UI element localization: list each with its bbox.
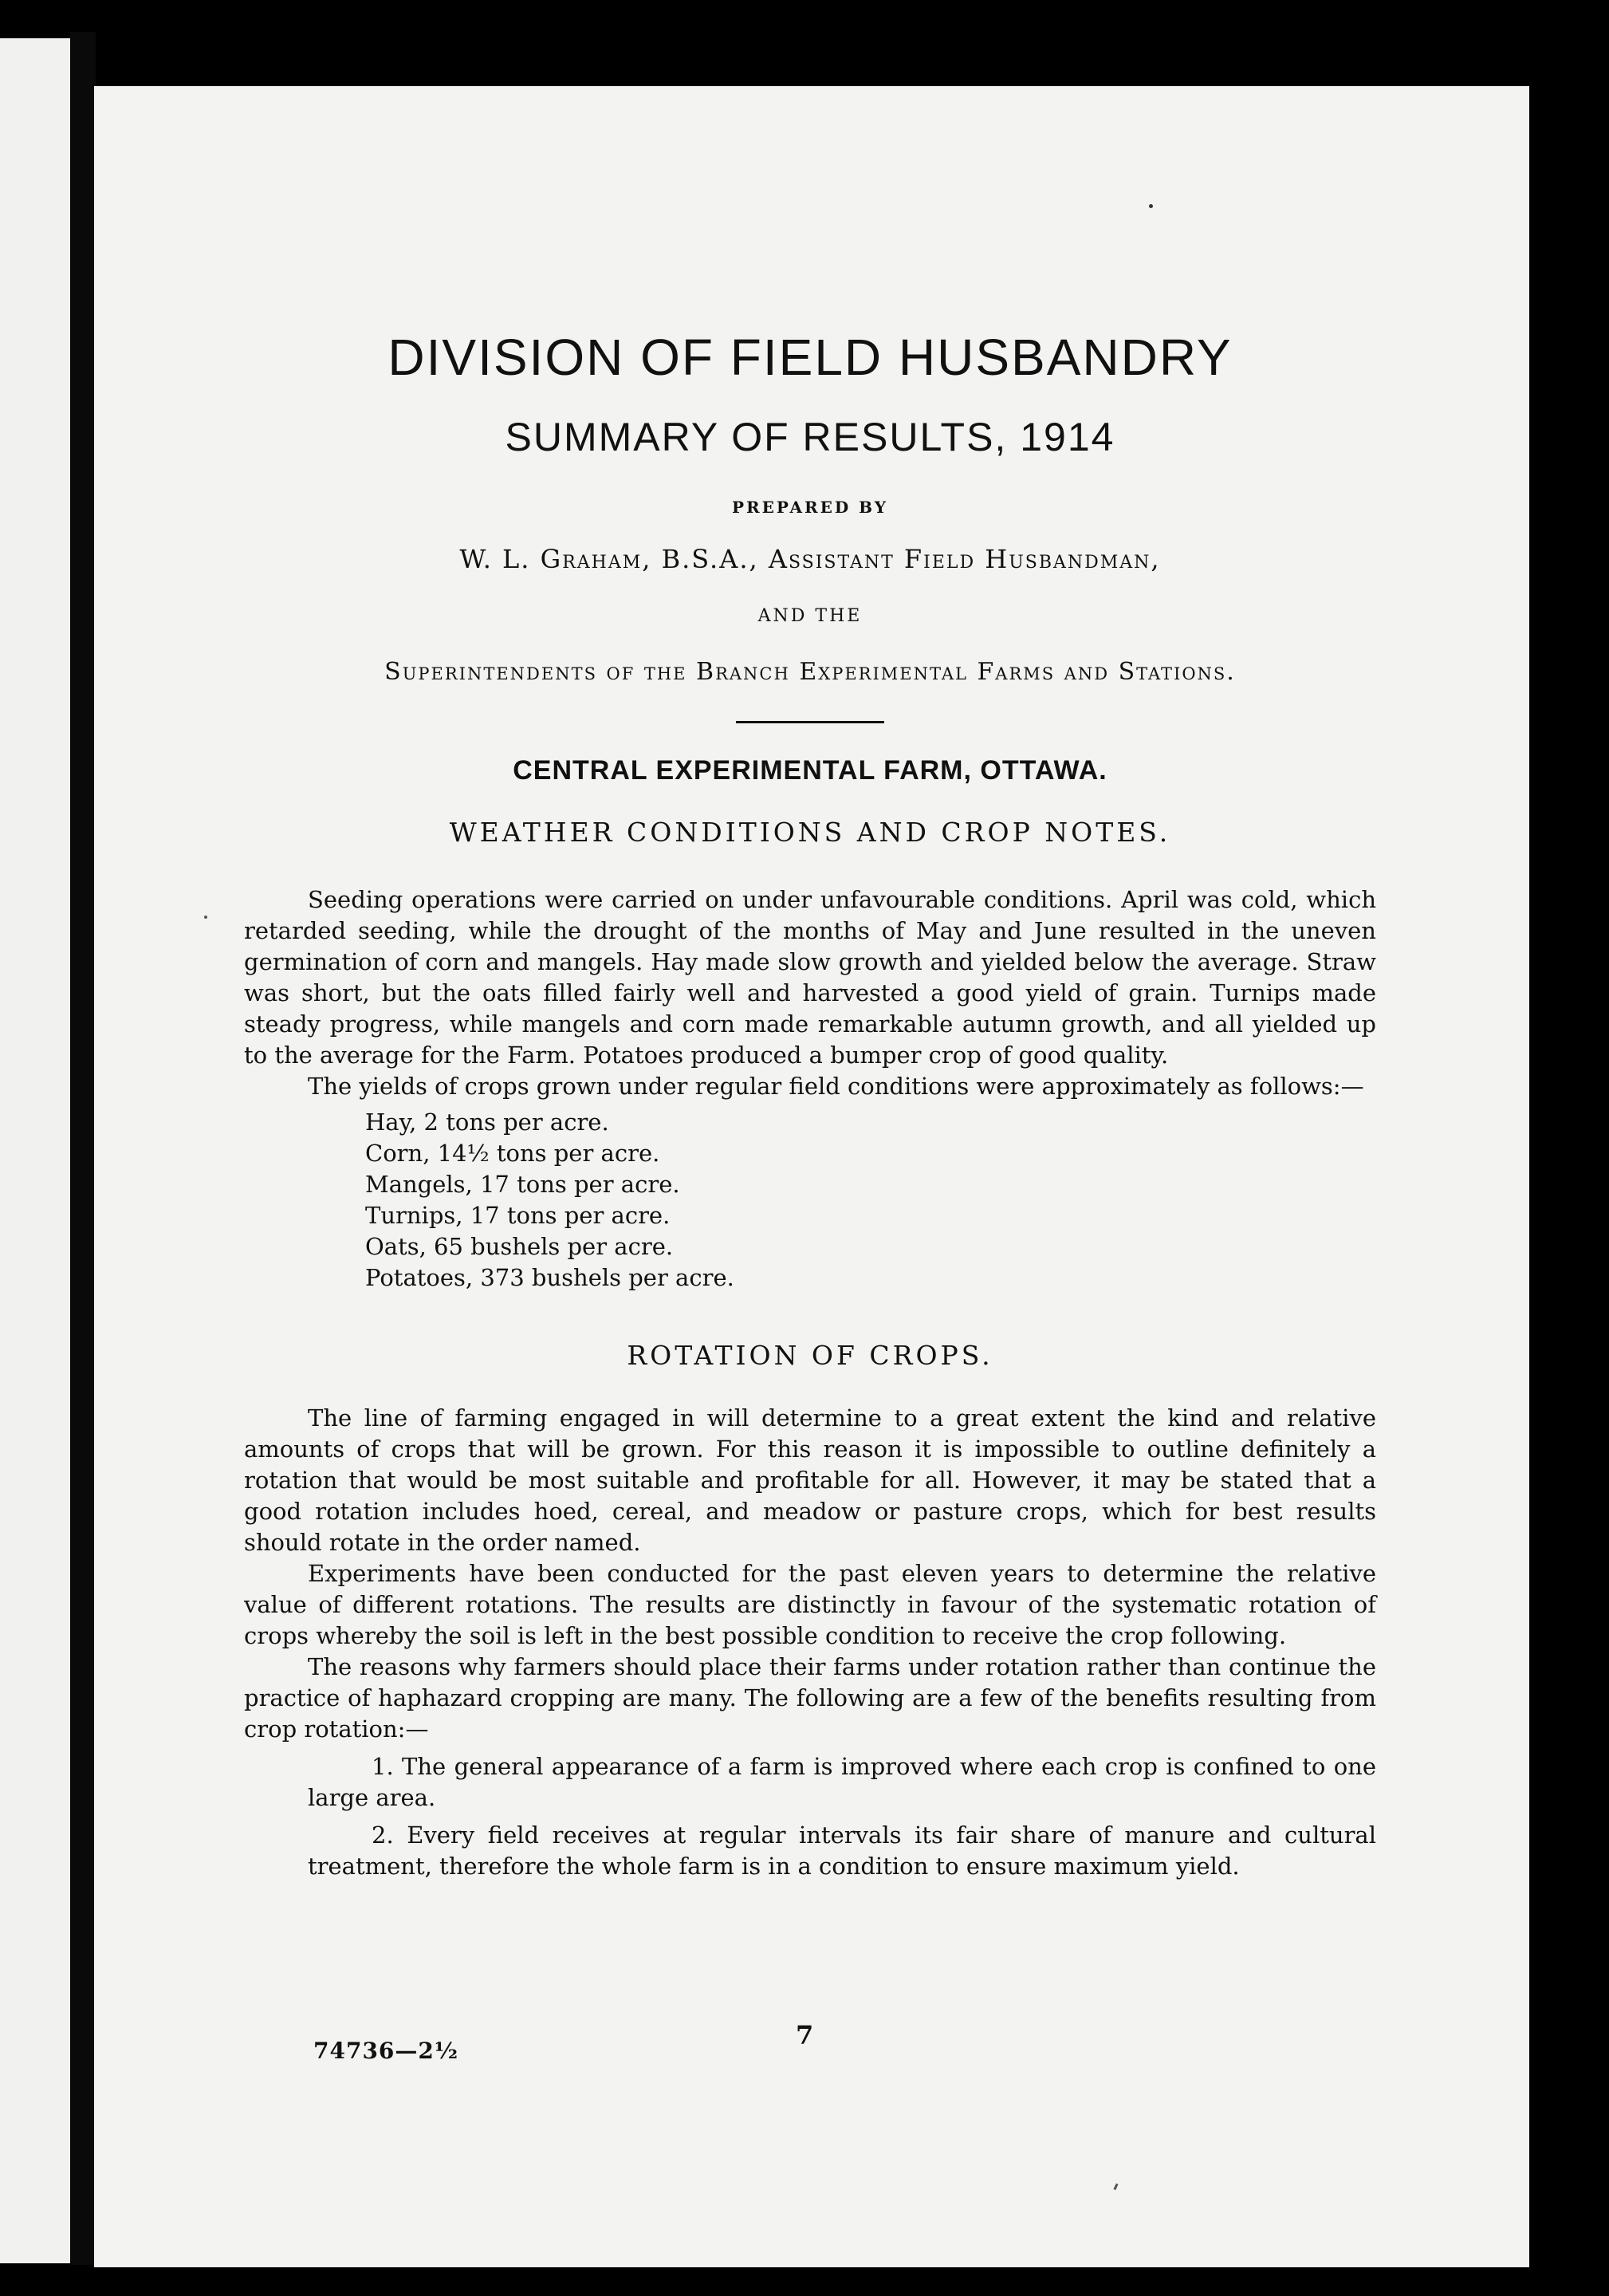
weather-paragraph: Seeding operations were carried on under unfavourable conditions. April was cold, which retarded seeding, while the drought of the months of May and June resulted in the uneven germination of corn and mangels. Hay made slow growth and yielded below the average. Straw was short, but the oats filled fairly well and harvested a good yield of grain. Turnips made steady progress, while mangels and corn made remarkable autumn growth, and all yielded up to the average for the Farm. Potatoes produced a bumper crop of good quality.: [244, 886, 1376, 1069]
division-title: DIVISION OF FIELD HUSBANDRY: [387, 329, 1233, 386]
facing-page-edge: [0, 38, 70, 2263]
experiments-paragraph: Experiments have been conducted for the past eleven years to determine the relative value of different rotations. The results are distinctly in favour of the systematic rotation of crops whereby the soil is left in the best possible condition to receive the crop following.: [244, 1560, 1376, 1649]
list-item: 1. The general appearance of a farm is improved where each crop is confined to one large area.: [308, 1753, 1376, 1811]
summary-subtitle: SUMMARY OF RESULTS, 1914: [505, 415, 1115, 459]
and-the-label: AND THE: [757, 606, 863, 626]
crop-yields-list: [244, 1107, 1376, 1294]
page-number: 7: [796, 2020, 814, 2050]
paper-speck: [1149, 204, 1153, 208]
yields-intro-paragraph: The yields of crops grown under regular field conditions were approximately as follows:—: [308, 1073, 1364, 1100]
list-item: Corn, 14½ tons per acre.: [365, 1140, 660, 1167]
list-item: Potatoes, 373 bushels per acre.: [365, 1264, 734, 1291]
list-item: Hay, 2 tons per acre.: [365, 1109, 609, 1136]
list-item: Mangels, 17 tons per acre.: [365, 1171, 680, 1198]
list-item: Turnips, 17 tons per acre.: [365, 1202, 671, 1229]
divider-rule: [736, 721, 884, 723]
reasons-paragraph: The reasons why farmers should place their farms under rotation rather than continue the practice of haphazard cropping are many. The following are a few of the benefits resulting from crop rotation:—: [244, 1653, 1376, 1743]
paper-speck: [204, 916, 207, 919]
benefits-list: [244, 1751, 1376, 1882]
weather-heading: WEATHER CONDITIONS AND CROP NOTES.: [449, 817, 1171, 848]
page-content: [244, 325, 1376, 1882]
prepared-by-label: PREPARED BY: [731, 498, 888, 517]
superintendents-line: Superintendents of the Branch Experimental Farms and Stations.: [384, 658, 1236, 686]
author-line: W. L. Graham, B.S.A., Assistant Field Husbandman,: [459, 544, 1161, 574]
document-page: [94, 86, 1529, 2267]
print-code: 74736—2½: [313, 2038, 459, 2064]
farm-heading: CENTRAL EXPERIMENTAL FARM, OTTAWA.: [513, 755, 1107, 786]
rotation-paragraph: The line of farming engaged in will determine to a great extent the kind and relative amounts of crops that will be grown. For this reason it is impossible to outline definitely a rotation that would be most suitable and profitable for all. However, it may be stated that a good rotation includes hoed, cereal, and meadow or pasture crops, which for best results should rotate in the order named.: [244, 1404, 1376, 1556]
list-item: Oats, 65 bushels per acre.: [365, 1233, 674, 1260]
book-gutter: [70, 32, 96, 2265]
paper-speck: [1113, 2184, 1118, 2191]
list-item: 2. Every field receives at regular intervals its fair share of manure and cultural treatment, therefore the whole farm is in a condition to ensure maximum yield.: [308, 1821, 1376, 1880]
rotation-heading: ROTATION OF CROPS.: [627, 1340, 993, 1371]
